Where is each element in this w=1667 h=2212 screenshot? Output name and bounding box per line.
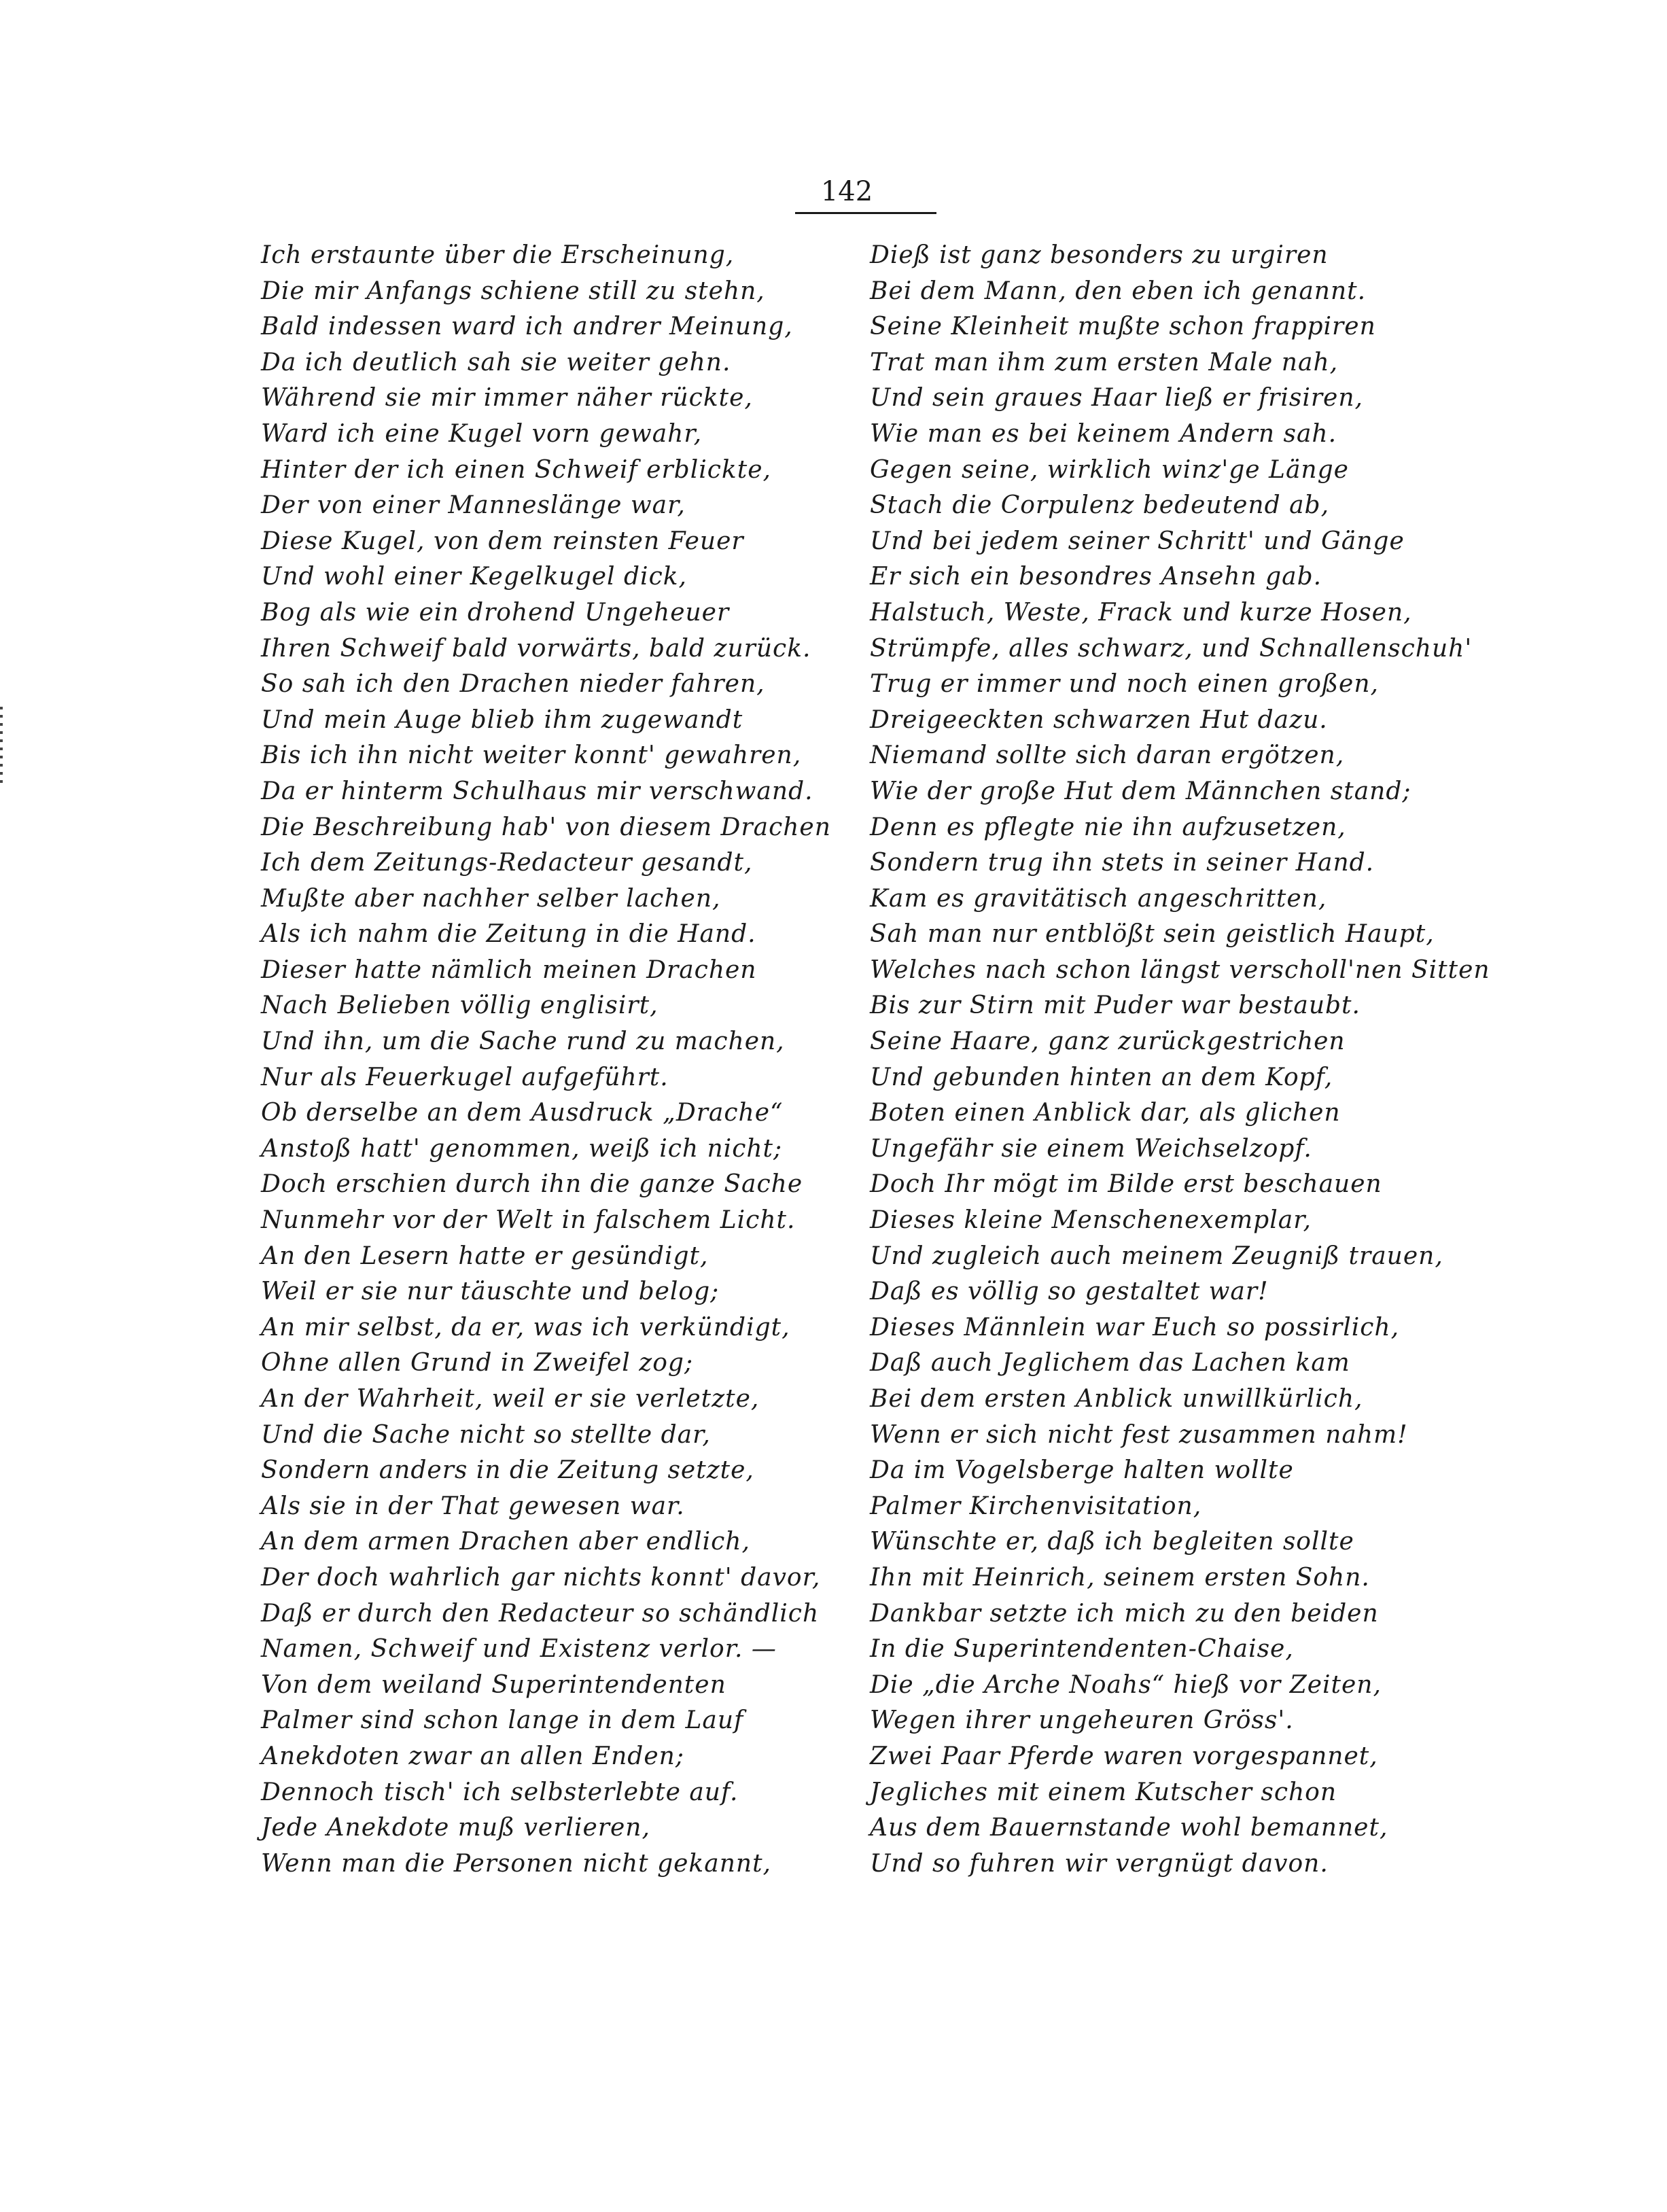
verse-line: So sah ich den Drachen nieder fahren, bbox=[261, 670, 765, 699]
verse-line: Wünschte er, daß ich begleiten sollte bbox=[870, 1528, 1354, 1556]
verse-line: Mußte aber nachher selber lachen, bbox=[261, 884, 721, 913]
verse-line: Sondern anders in die Zeitung setzte, bbox=[261, 1456, 754, 1485]
verse-line: Halstuch, Weste, Frack und kurze Hosen, bbox=[870, 598, 1412, 627]
verse-line: An mir selbst, da er, was ich verkündigt, bbox=[261, 1313, 790, 1341]
verse-line: Von dem weiland Superintendenten bbox=[261, 1670, 726, 1699]
verse-line: An dem armen Drachen aber endlich, bbox=[261, 1528, 750, 1556]
verse-line: Und gebunden hinten an dem Kopf, bbox=[870, 1063, 1333, 1091]
verse-line: Doch erschien durch ihn die ganze Sache bbox=[261, 1170, 803, 1199]
left-column bbox=[261, 238, 831, 1882]
verse-line: Dieses Männlein war Euch so possirlich, bbox=[870, 1313, 1400, 1341]
verse-line: Die mir Anfangs schiene still zu stehn, bbox=[261, 277, 765, 305]
verse-line: Sondern trug ihn stets in seiner Hand. bbox=[870, 849, 1375, 877]
verse-line: Daß es völlig so gestaltet war! bbox=[870, 1278, 1269, 1306]
verse-line: Jegliches mit einem Kutscher schon bbox=[870, 1778, 1337, 1806]
verse-line: Und ihn, um die Sache rund zu machen, bbox=[261, 1028, 785, 1056]
verse-line: An den Lesern hatte er gesündigt, bbox=[261, 1242, 709, 1270]
verse-line: Während sie mir immer näher rückte, bbox=[261, 384, 753, 412]
verse-line: Dieses kleine Menschenexemplar, bbox=[870, 1206, 1312, 1235]
verse-line: In die Superintendenten-Chaise, bbox=[870, 1635, 1294, 1664]
verse-line: Trat man ihm zum ersten Male nah, bbox=[870, 348, 1339, 376]
verse-line: Aus dem Bauernstande wohl bemannet, bbox=[870, 1814, 1388, 1842]
verse-line: Ich dem Zeitungs-Redacteur gesandt, bbox=[261, 849, 753, 877]
verse-line: Und so fuhren wir vergnügt davon. bbox=[870, 1849, 1329, 1878]
verse-line: Daß er durch den Redacteur so schändlich bbox=[261, 1599, 820, 1628]
verse-line: Und die Sache nicht so stellte dar, bbox=[261, 1420, 711, 1449]
verse-line: Bis zur Stirn mit Puder war bestaubt. bbox=[870, 991, 1361, 1020]
verse-line: Namen, Schweif und Existenz verlor. — bbox=[261, 1635, 777, 1664]
verse-line: Der doch wahrlich gar nichts konnt' davor, bbox=[261, 1563, 821, 1592]
verse-line: Als ich nahm die Zeitung in die Hand. bbox=[261, 920, 756, 949]
verse-line: Und sein graues Haar ließ er frisiren, bbox=[870, 384, 1363, 412]
verse-line: An der Wahrheit, weil er sie verletzte, bbox=[261, 1385, 760, 1413]
verse-line: Palmer sind schon lange in dem Lauf bbox=[261, 1706, 744, 1735]
verse-line: Und zugleich auch meinem Zeugniß trauen, bbox=[870, 1242, 1443, 1270]
verse-line: Nur als Feuerkugel aufgeführt. bbox=[261, 1063, 669, 1091]
verse-line: Ohne allen Grund in Zweifel zog; bbox=[261, 1349, 694, 1377]
verse-line: Wie der große Hut dem Männchen stand; bbox=[870, 777, 1411, 805]
verse-line: Boten einen Anblick dar, als glichen bbox=[870, 1099, 1341, 1127]
verse-line: Hinter der ich einen Schweif erblickte, bbox=[261, 455, 771, 484]
verse-line: Welches nach schon längst verscholl'nen Sitten bbox=[870, 955, 1490, 984]
verse-line: Bei dem Mann, den eben ich genannt. bbox=[870, 277, 1367, 305]
page-number-rule bbox=[795, 212, 936, 214]
scan-edge-marks bbox=[0, 707, 3, 788]
verse-line: Der von einer Manneslänge war, bbox=[261, 491, 686, 520]
verse-line: Wenn er sich nicht fest zusammen nahm! bbox=[870, 1420, 1408, 1449]
verse-line: Jede Anekdote muß verlieren, bbox=[261, 1814, 650, 1842]
verse-line: Dreigeeckten schwarzen Hut dazu. bbox=[870, 705, 1328, 734]
verse-line: Wenn man die Personen nicht gekannt, bbox=[261, 1849, 771, 1878]
verse-line: Denn es pflegte nie ihn aufzusetzen, bbox=[870, 813, 1346, 841]
verse-line: Die „die Arche Noahs“ hieß vor Zeiten, bbox=[870, 1670, 1382, 1699]
verse-line: Ob derselbe an dem Ausdruck „Drache“ bbox=[261, 1099, 784, 1127]
verse-line: Er sich ein besondres Ansehn gab. bbox=[870, 563, 1322, 591]
verse-line: Ich erstaunte über die Erscheinung, bbox=[261, 241, 735, 269]
verse-line: Ihren Schweif bald vorwärts, bald zurück. bbox=[261, 634, 811, 663]
verse-line: Da er hinterm Schulhaus mir verschwand. bbox=[261, 777, 813, 805]
verse-line: Niemand sollte sich daran ergötzen, bbox=[870, 741, 1345, 770]
verse-line: Ungefähr sie einem Weichselzopf. bbox=[870, 1134, 1312, 1163]
verse-line: Als sie in der That gewesen war. bbox=[261, 1492, 685, 1520]
verse-line: Weil er sie nur täuschte und belog; bbox=[261, 1278, 720, 1306]
verse-line: Bis ich ihn nicht weiter konnt' gewahren, bbox=[261, 741, 802, 770]
verse-line: Da im Vogelsberge halten wollte bbox=[870, 1456, 1294, 1485]
verse-line: Ward ich eine Kugel vorn gewahr, bbox=[261, 419, 703, 448]
verse-line: Palmer Kirchenvisitation, bbox=[870, 1492, 1202, 1520]
verse-line: Sah man nur entblößt sein geistlich Haupt, bbox=[870, 920, 1435, 949]
verse-line: Und bei jedem seiner Schritt' und Gänge bbox=[870, 527, 1405, 555]
verse-line: Und wohl einer Kegelkugel dick, bbox=[261, 563, 687, 591]
right-column bbox=[870, 238, 1490, 1882]
verse-line: Wie man es bei keinem Andern sah. bbox=[870, 419, 1337, 448]
verse-line: Kam es gravitätisch angeschritten, bbox=[870, 884, 1327, 913]
verse-line: Da ich deutlich sah sie weiter gehn. bbox=[261, 348, 731, 376]
verse-line: Bald indessen ward ich andrer Meinung, bbox=[261, 313, 793, 341]
verse-line: Die Beschreibung hab' von diesem Drachen bbox=[261, 813, 831, 841]
verse-line: Trug er immer und noch einen großen, bbox=[870, 670, 1379, 699]
verse-line: Anstoß hatt' genommen, weiß ich nicht; bbox=[261, 1134, 783, 1163]
verse-line: Dennoch tisch' ich selbsterlebte auf. bbox=[261, 1778, 739, 1806]
verse-line: Seine Haare, ganz zurückgestrichen bbox=[870, 1028, 1346, 1056]
verse-line: Bei dem ersten Anblick unwillkürlich, bbox=[870, 1385, 1363, 1413]
verse-line: Diese Kugel, von dem reinsten Feuer bbox=[261, 527, 744, 555]
verse-line: Gegen seine, wirklich winz'ge Länge bbox=[870, 455, 1349, 484]
verse-line: Stach die Corpulenz bedeutend ab, bbox=[870, 491, 1330, 520]
verse-line: Seine Kleinheit mußte schon frappiren bbox=[870, 313, 1376, 341]
verse-line: Anekdoten zwar an allen Enden; bbox=[261, 1742, 684, 1770]
verse-line: Dankbar setzte ich mich zu den beiden bbox=[870, 1599, 1379, 1628]
verse-line: Dieß ist ganz besonders zu urgiren bbox=[870, 241, 1329, 269]
verse-line: Zwei Paar Pferde waren vorgespannet, bbox=[870, 1742, 1378, 1770]
verse-line: Wegen ihrer ungeheuren Gröss'. bbox=[870, 1706, 1294, 1735]
verse-line: Ihn mit Heinrich, seinem ersten Sohn. bbox=[870, 1563, 1370, 1592]
verse-line: Daß auch Jeglichem das Lachen kam bbox=[870, 1349, 1350, 1377]
verse-line: Bog als wie ein drohend Ungeheuer bbox=[261, 598, 730, 627]
verse-line: Nach Belieben völlig englisirt, bbox=[261, 991, 659, 1020]
verse-line: Und mein Auge blieb ihm zugewandt bbox=[261, 705, 743, 734]
verse-line: Strümpfe, alles schwarz, und Schnallenschuh' bbox=[870, 634, 1473, 663]
verse-line: Nunmehr vor der Welt in falschem Licht. bbox=[261, 1206, 796, 1235]
page-number: 142 bbox=[820, 176, 873, 207]
verse-line: Dieser hatte nämlich meinen Drachen bbox=[261, 955, 757, 984]
verse-line: Doch Ihr mögt im Bilde erst beschauen bbox=[870, 1170, 1382, 1199]
